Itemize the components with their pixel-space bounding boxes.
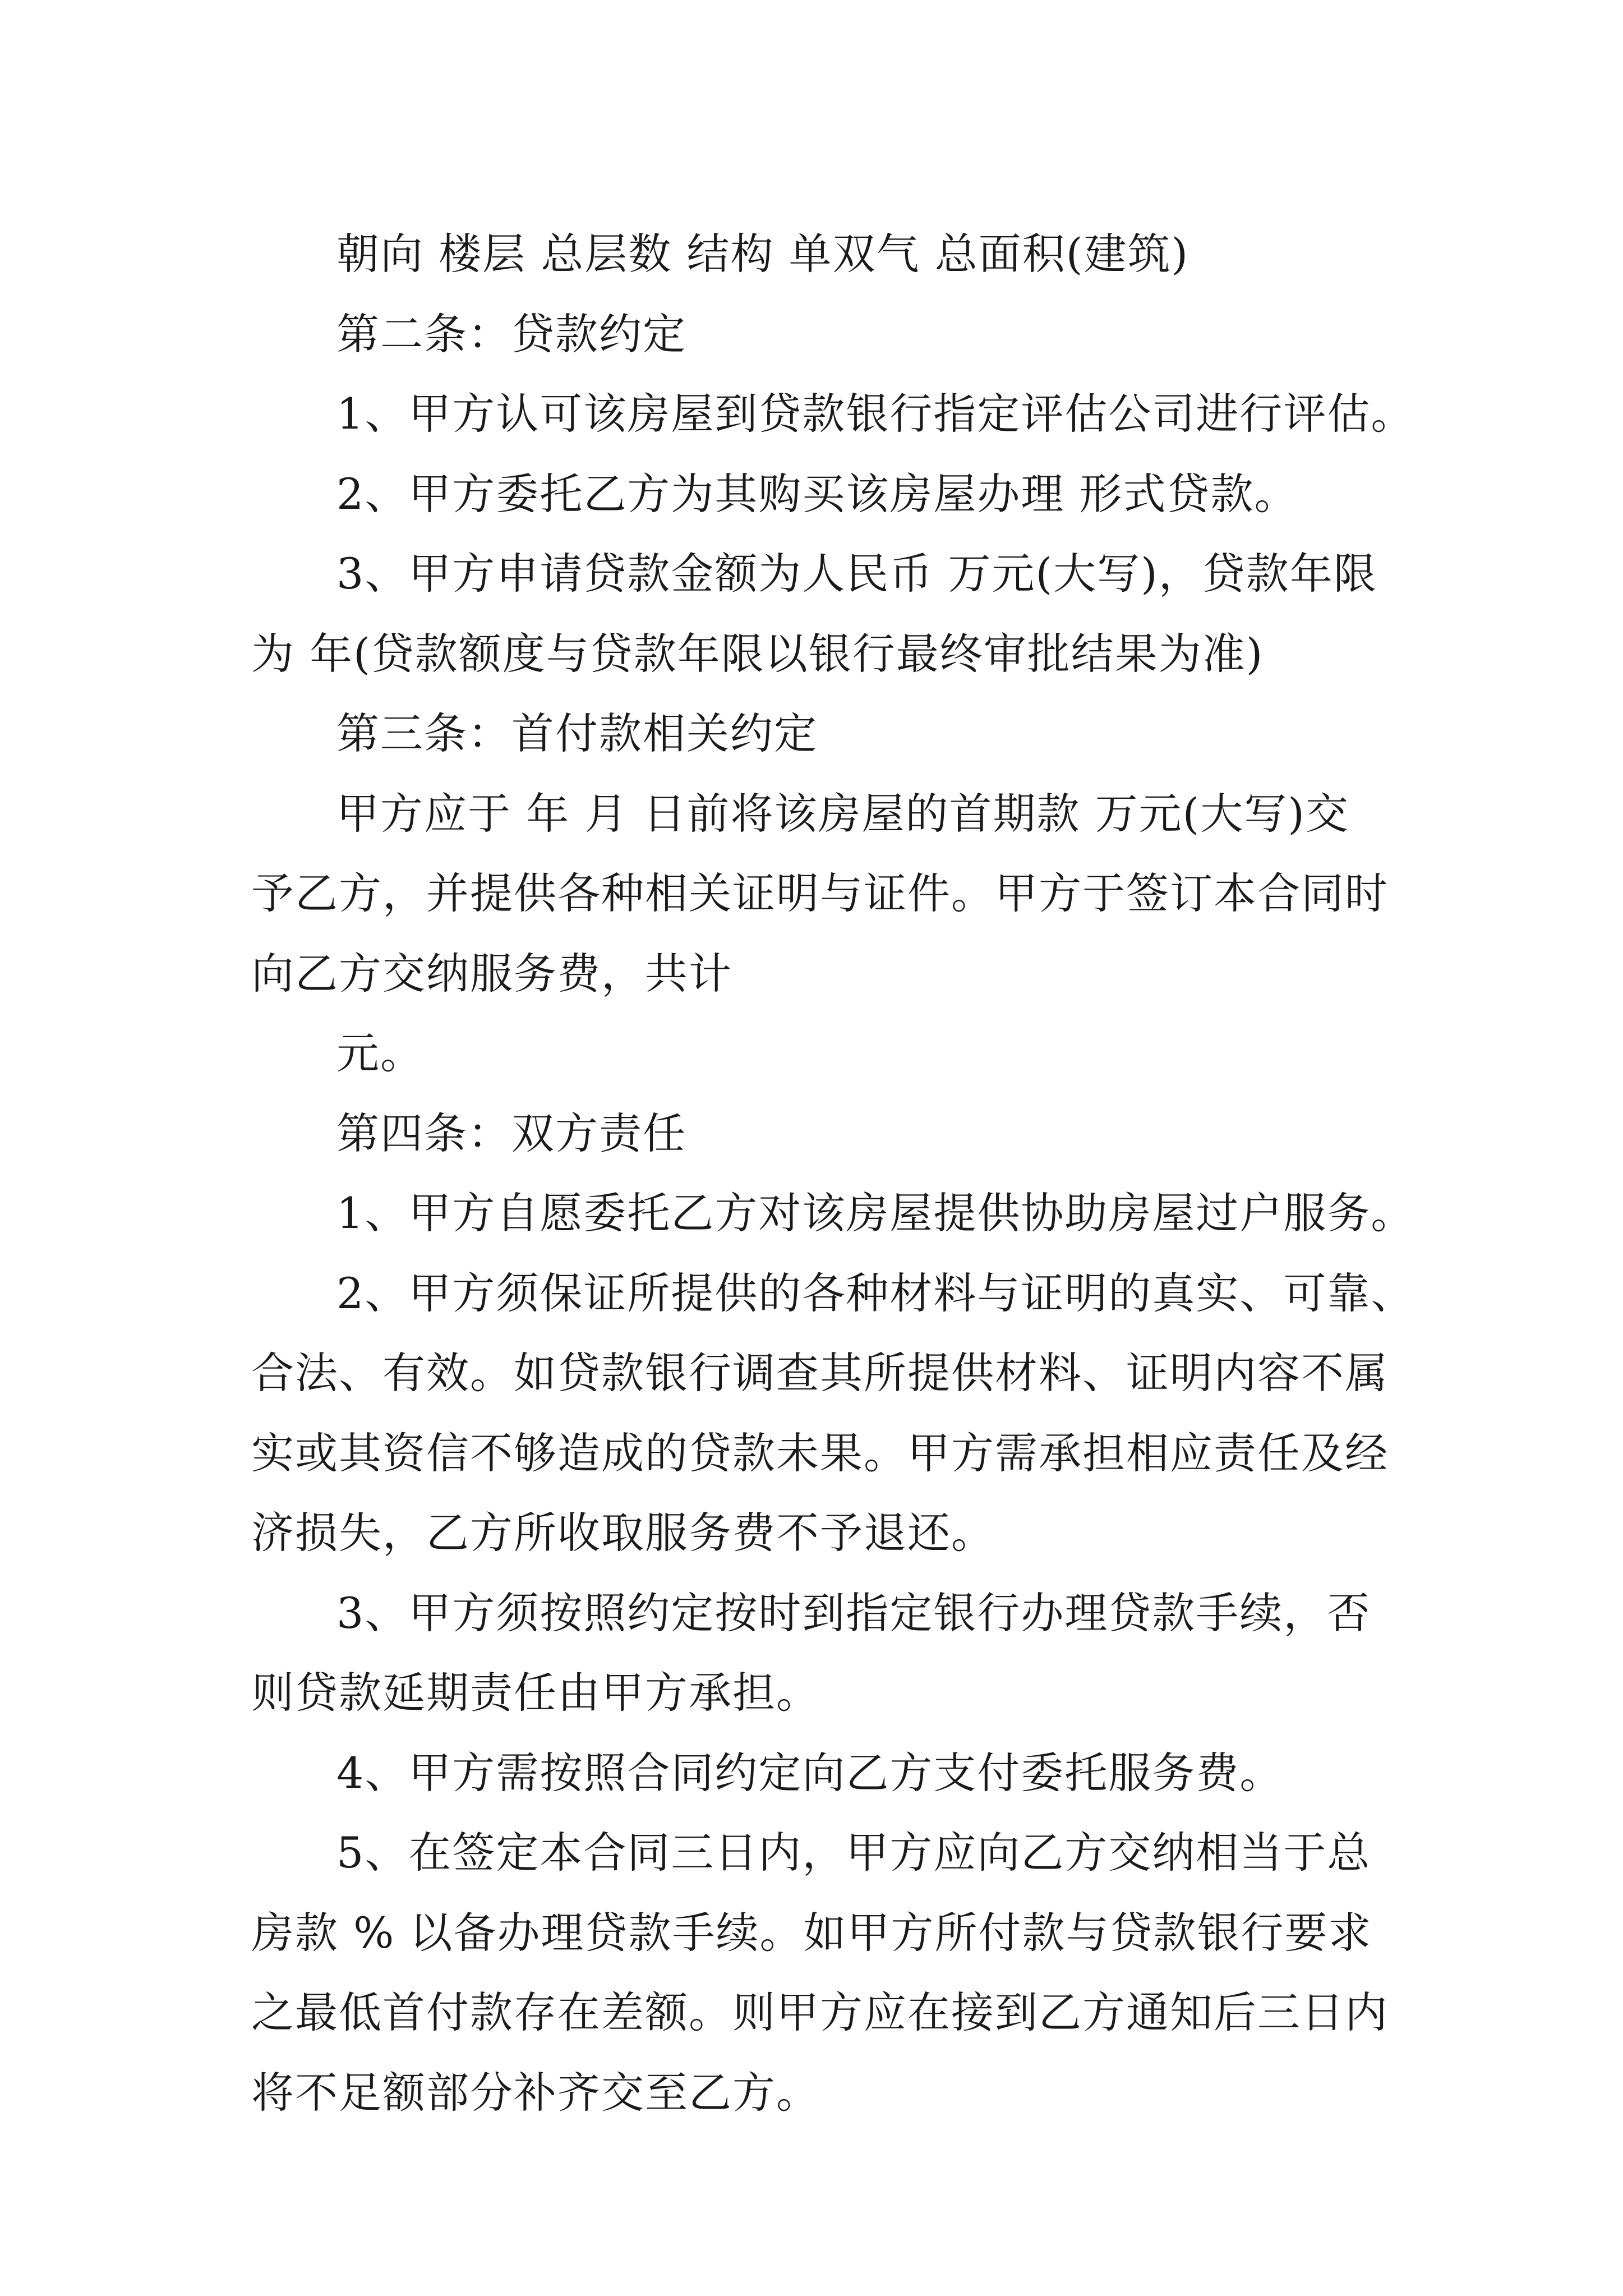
text-line: 2、甲方须保证所提供的各种材料与证明的真实、可靠、: [336, 1268, 1415, 1318]
text-line: 之最低首付款存在差额。则甲方应在接到乙方通知后三日内: [251, 1987, 1389, 2037]
document-page: [251, 214, 1415, 2133]
section-heading: 第三条：首付款相关约定: [336, 708, 818, 758]
text-line: 甲方应于 年 月 日前将该房屋的首期款 万元(大写)交: [336, 788, 1349, 839]
text-line: 1、甲方认可该房屋到贷款银行指定评估公司进行评估。: [336, 389, 1415, 439]
section-heading: 第四条：双方责任: [336, 1108, 686, 1158]
text-line: 予乙方，并提供各种相关证明与证件。甲方于签订本合同时: [251, 868, 1389, 918]
text-line: 3、甲方申请贷款金额为人民币 万元(大写)，贷款年限: [336, 549, 1377, 599]
text-line: 房款 % 以备办理贷款手续。如甲方所付款与贷款银行要求: [251, 1907, 1372, 1958]
text-line: 将不足额部分补齐交至乙方。: [251, 2067, 820, 2118]
text-line: 则贷款延期责任由甲方承担。: [251, 1668, 820, 1718]
text-line: 向乙方交纳服务费，共计: [251, 948, 732, 999]
text-line: 4、甲方需按照合同约定向乙方支付委托服务费。: [336, 1747, 1284, 1798]
text-line: 1、甲方自愿委托乙方对该房屋提供协助房屋过户服务。: [336, 1188, 1415, 1238]
text-line: 3、甲方须按照约定按时到指定银行办理贷款手续，否: [336, 1588, 1371, 1638]
text-line: 朝向 楼层 总层数 结构 单双气 总面积(建筑): [336, 229, 1189, 279]
text-line: 济损失，乙方所收取服务费不予退还。: [251, 1508, 995, 1558]
text-line: 2、甲方委托乙方为其购买该房屋办理 形式贷款。: [336, 468, 1298, 519]
text-line: 实或其资信不够造成的贷款未果。甲方需承担相应责任及经: [251, 1428, 1389, 1478]
text-line: 5、在签定本合同三日内，甲方应向乙方交纳相当于总: [336, 1828, 1371, 1878]
section-heading: 第二条：贷款约定: [336, 309, 686, 359]
text-line: 为 年(贷款额度与贷款年限以银行最终审批结果为准): [251, 628, 1264, 679]
text-line: 元。: [336, 1028, 424, 1078]
text-line: 合法、有效。如贷款银行调查其所提供材料、证明内容不属: [251, 1348, 1389, 1398]
